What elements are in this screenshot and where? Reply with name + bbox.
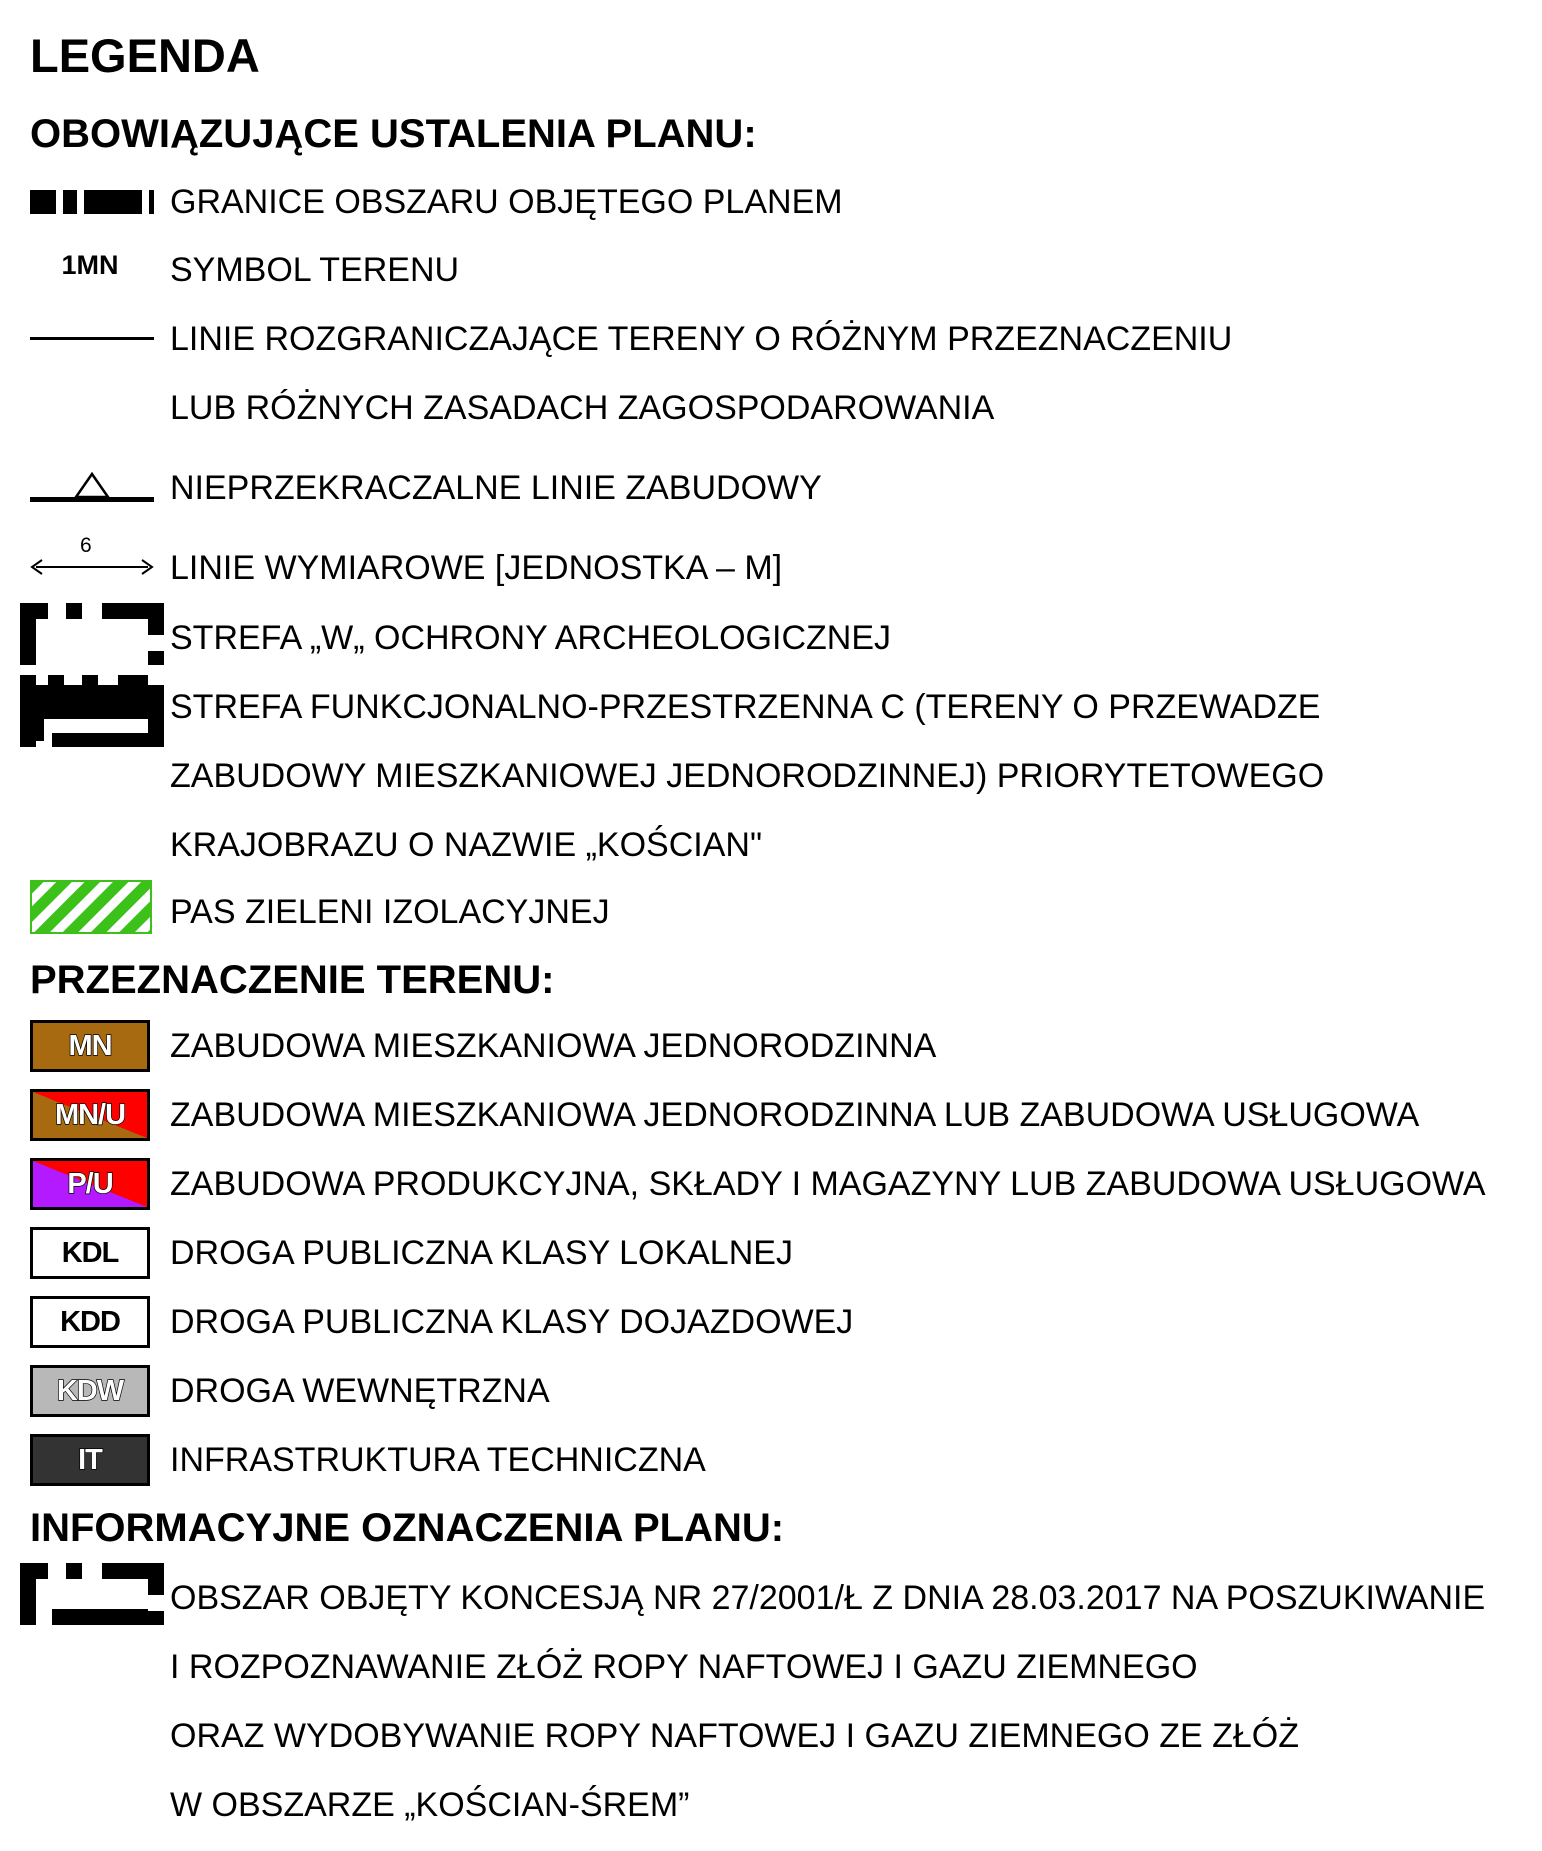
- land-use-box-kdw: [30, 1365, 150, 1417]
- legend-text-building-lines: NIEPRZEKRACZALNE LINIE ZABUDOWY: [170, 469, 822, 507]
- legend-text-dividing-lines-2: LUB RÓŻNYCH ZASADACH ZAGOSPODAROWANIA: [170, 389, 995, 427]
- legend-text-terrain-symbol: SYMBOL TERENU: [170, 251, 460, 289]
- legend-title: LEGENDA: [30, 29, 260, 82]
- legend-text-concession-3: ORAZ WYDOBYWANIE ROPY NAFTOWEJ I GAZU ZIEMNEGO ZE ZŁÓŻ: [170, 1717, 1300, 1755]
- land-use-box-mn: [30, 1020, 150, 1072]
- section-heading-informative: INFORMACYJNE OZNACZENIA PLANU:: [30, 1506, 785, 1550]
- section-heading-binding: OBOWIĄZUJĄCE USTALENIA PLANU:: [30, 112, 757, 156]
- land-use-code-kdw: KDW: [56, 1374, 124, 1407]
- building-line-triangle-symbol: [30, 470, 154, 504]
- legend-text-green-strip: PAS ZIELENI IZOLACYJNEJ: [170, 893, 610, 931]
- land-use-code-kdd: KDD: [60, 1305, 120, 1338]
- land-use-code-pu: P/U: [67, 1167, 113, 1200]
- land-use-code-it: IT: [78, 1443, 102, 1476]
- land-use-box-mnu: [30, 1089, 150, 1141]
- land-use-box-kdl: [30, 1227, 150, 1279]
- legend-text-dividing-lines-1: LINIE ROZGRANICZAJĄCE TERENY O RÓŻNYM PRZEZNACZENIU: [170, 320, 1233, 358]
- functional-zone-c-frame-symbol: [20, 655, 164, 747]
- legend-text-concession-2: I ROZPOZNAWANIE ZŁÓŻ ROPY NAFTOWEJ I GAZU ZIEMNEGO: [170, 1648, 1198, 1686]
- legend-text-dimension-lines: LINIE WYMIAROWE [JEDNOSTKA – M]: [170, 549, 783, 587]
- section-heading-land-use: PRZEZNACZENIE TERENU:: [30, 958, 555, 1002]
- legend-text-functional-zone-1: STREFA FUNKCJONALNO-PRZESTRZENNA C (TERENY O PRZEWADZE: [170, 688, 1321, 726]
- legend-text-mn: ZABUDOWA MIESZKANIOWA JEDNORODZINNA: [170, 1027, 937, 1065]
- land-use-box-kdd: [30, 1296, 150, 1348]
- plan-boundary-line-symbol: [30, 190, 154, 214]
- legend-text-pu: ZABUDOWA PRODUKCYJNA, SKŁADY I MAGAZYNY LUB ZABUDOWA USŁUGOWA: [170, 1165, 1486, 1203]
- legend-text-kdw: DROGA WEWNĘTRZNA: [170, 1372, 550, 1410]
- legend-text-functional-zone-3: KRAJOBRAZU O NAZWIE „KOŚCIAN": [170, 826, 763, 864]
- land-use-box-pu: [30, 1158, 150, 1210]
- land-use-code-mnu: MN/U: [54, 1098, 126, 1131]
- legend-text-archaeology-zone: STREFA „W„ OCHRONY ARCHEOLOGICZNEJ: [170, 619, 892, 657]
- legend-text-plan-boundary: GRANICE OBSZARU OBJĘTEGO PLANEM: [170, 183, 843, 221]
- green-isolation-hatch-symbol: [30, 880, 152, 934]
- boundary-solid-line-symbol: [30, 337, 154, 340]
- legend-text-functional-zone-2: ZABUDOWY MIESZKANIOWEJ JEDNORODZINNEJ) PRIORYTETOWEGO: [170, 757, 1325, 795]
- land-use-code-mn: MN: [68, 1029, 112, 1062]
- terrain-symbol-sample: 1MN: [61, 250, 119, 280]
- legend-text-kdd: DROGA PUBLICZNA KLASY DOJAZDOWEJ: [170, 1303, 854, 1341]
- legend-text-concession-1: OBSZAR OBJĘTY KONCESJĄ NR 27/2001/Ł Z DNIA 28.03.2017 NA POSZUKIWANIE: [170, 1579, 1486, 1617]
- legend-text-concession-4: W OBSZARZE „KOŚCIAN-ŚREM”: [170, 1786, 690, 1824]
- dimension-arrow-symbol: [30, 558, 154, 576]
- concession-area-dashed-frame-symbol: [20, 1563, 164, 1625]
- land-use-code-kdl: KDL: [61, 1236, 119, 1269]
- dimension-value-label: 6: [80, 534, 92, 557]
- legend-text-mnu: ZABUDOWA MIESZKANIOWA JEDNORODZINNA LUB ZABUDOWA USŁUGOWA: [170, 1096, 1420, 1134]
- legend-text-kdl: DROGA PUBLICZNA KLASY LOKALNEJ: [170, 1234, 793, 1272]
- land-use-box-it: [30, 1434, 150, 1486]
- legend-text-it: INFRASTRUKTURA TECHNICZNA: [170, 1441, 706, 1479]
